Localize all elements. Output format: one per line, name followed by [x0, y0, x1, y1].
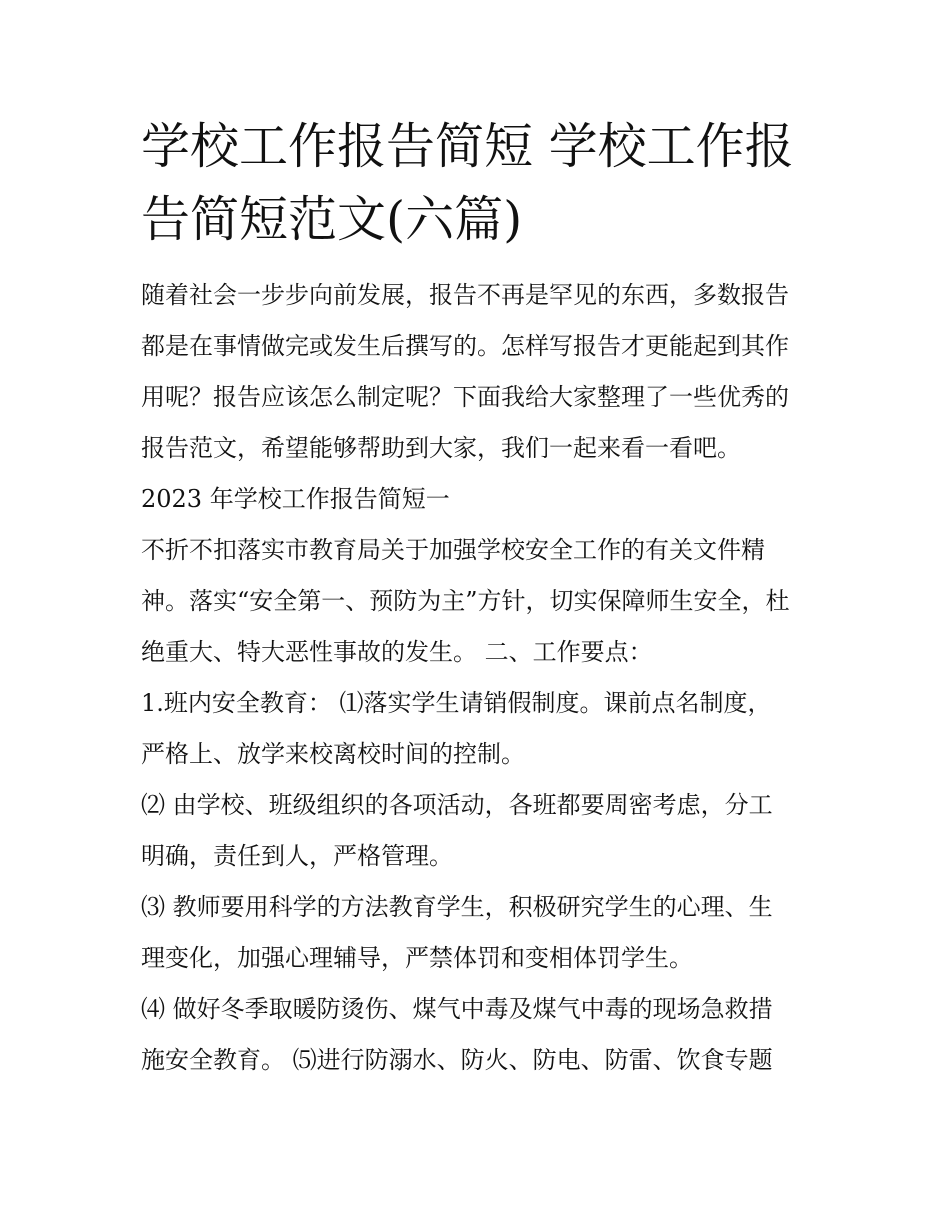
title-line: 学校工作报告简短 学校工作报 — [141, 118, 794, 175]
document-content — [141, 110, 813, 1086]
body-line: 绝重大、特大恶性事故的发生。 二、工作要点： — [141, 638, 653, 666]
body-line: 神。落实“安全第一、预防为主”方针，切实保障师生安全，杜 — [141, 587, 790, 615]
document-title — [141, 110, 813, 256]
body-line: ⑶ 教师要用科学的方法教育学生，积极研究学生的心理、生 — [141, 893, 773, 921]
document-body — [141, 270, 813, 1086]
body-line: ⑷ 做好冬季取暖防烫伤、煤气中毒及煤气中毒的现场急救措 — [141, 995, 773, 1023]
body-line: 报告范文，希望能够帮助到大家，我们一起来看一看吧。 — [141, 434, 741, 462]
body-line: 用呢？报告应该怎么制定呢？下面我给大家整理了一些优秀的 — [141, 383, 789, 411]
body-line: 1.班内安全教育： ⑴落实学生请销假制度。课前点名制度， — [141, 689, 772, 717]
body-line: 理变化，加强心理辅导，严禁体罚和变相体罚学生。 — [141, 944, 693, 972]
title-line: 告简短范文(六篇) — [141, 191, 523, 248]
body-line: 明确，责任到人，严格管理。 — [141, 842, 453, 870]
body-line: 不折不扣落实市教育局关于加强学校安全工作的有关文件精 — [141, 536, 765, 564]
body-line: 施安全教育。 ⑸进行防溺水、防火、防电、防雷、饮食专题 — [141, 1046, 773, 1074]
section-heading: 2023 年学校工作报告简短一 — [141, 485, 450, 513]
body-line: ⑵ 由学校、班级组织的各项活动，各班都要周密考虑，分工 — [141, 791, 773, 819]
body-line: 随着社会一步步向前发展，报告不再是罕见的东西，多数报告 — [141, 281, 789, 309]
body-line: 都是在事情做完或发生后撰写的。怎样写报告才更能起到其作 — [141, 332, 789, 360]
body-line: 严格上、放学来校离校时间的控制。 — [141, 740, 525, 768]
